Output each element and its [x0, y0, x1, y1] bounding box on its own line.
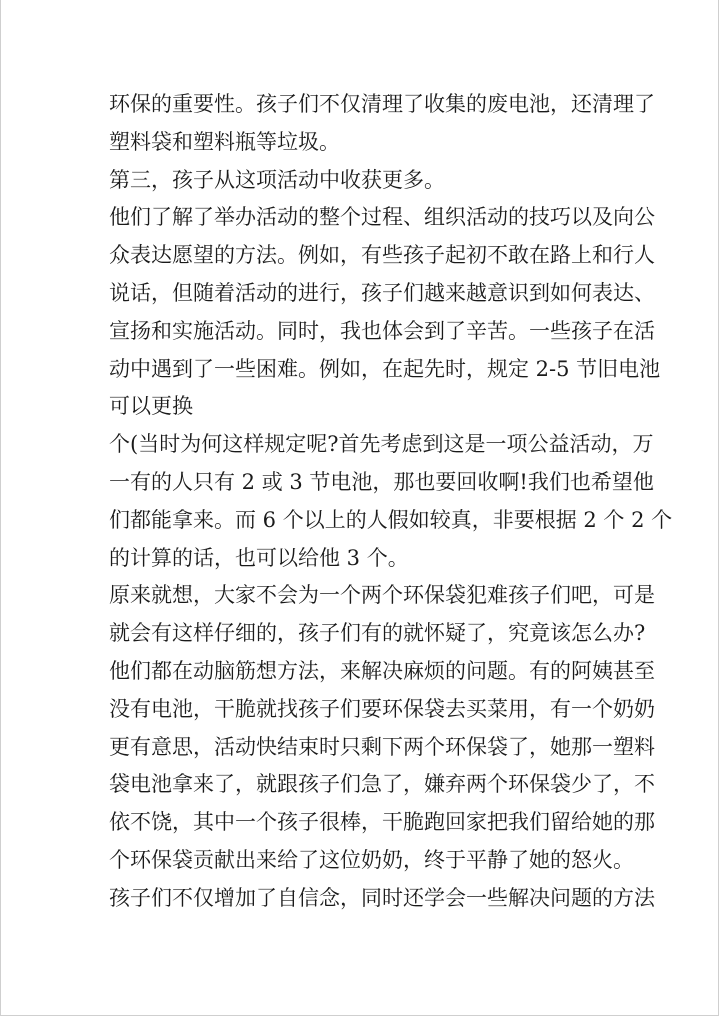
text-line: 环保的重要性。孩子们不仅清理了收集的废电池，还清理了 [109, 92, 655, 116]
text-line: 没有电池，干脆就找孩子们要环保袋去买菜用，有一个奶奶 [109, 696, 655, 721]
text-line: 依不饶，其中一个孩子很棒，干脆跑回家把我们留给她的那 [109, 810, 655, 835]
text-line: 更有意思，活动快结束时只剩下两个环保袋了，她那一塑料 [109, 734, 655, 759]
text-line: 个(当时为何这样规定呢?首先考虑到这是一项公益活动，万 [109, 432, 654, 457]
text-line: 说话，但随着活动的进行，孩子们越来越意识到如何表达、 [109, 280, 655, 305]
text-line: 宣扬和实施活动。同时，我也体会到了辛苦。一些孩子在活 [109, 318, 655, 343]
text-line: 第三，孩子从这项活动中收获更多。 [109, 167, 445, 192]
text-line: 孩子们不仅增加了自信念，同时还学会一些解决问题的方法 [109, 885, 655, 910]
text-line: 他们都在动脑筋想方法，来解决麻烦的问题。有的阿姨甚至 [109, 658, 655, 683]
text-line: 们都能拿来。而 6 个以上的人假如较真，非要根据 2 个 2 个 [109, 507, 673, 532]
text-line: 就会有这样仔细的，孩子们有的就怀疑了，究竟该怎么办? [109, 621, 646, 646]
text-line: 可以更换 [109, 394, 193, 419]
text-line: 个环保袋贡献出来给了这位奶奶，终于平静了她的怒火。 [109, 847, 634, 872]
text-line: 动中遇到了一些困难。例如，在起先时，规定 2-5 节旧电池 [109, 356, 661, 381]
text-line: 一有的人只有 2 或 3 节电池，那也要回收啊!我们也希望他 [109, 469, 654, 494]
text-line: 原来就想，大家不会为一个两个环保袋犯难孩子们吧，可是 [109, 583, 655, 608]
text-line: 塑料袋和塑料瓶等垃圾。 [109, 129, 340, 154]
document-body [109, 86, 673, 918]
text-line: 众表达愿望的方法。例如，有些孩子起初不敢在路上和行人 [109, 243, 655, 268]
text-line: 袋电池拿来了，就跟孩子们急了，嫌弃两个环保袋少了，不 [109, 772, 655, 797]
text-line: 的计算的话，也可以给他 3 个。 [109, 545, 409, 570]
text-line: 他们了解了举办活动的整个过程、组织活动的技巧以及向公 [109, 205, 655, 230]
